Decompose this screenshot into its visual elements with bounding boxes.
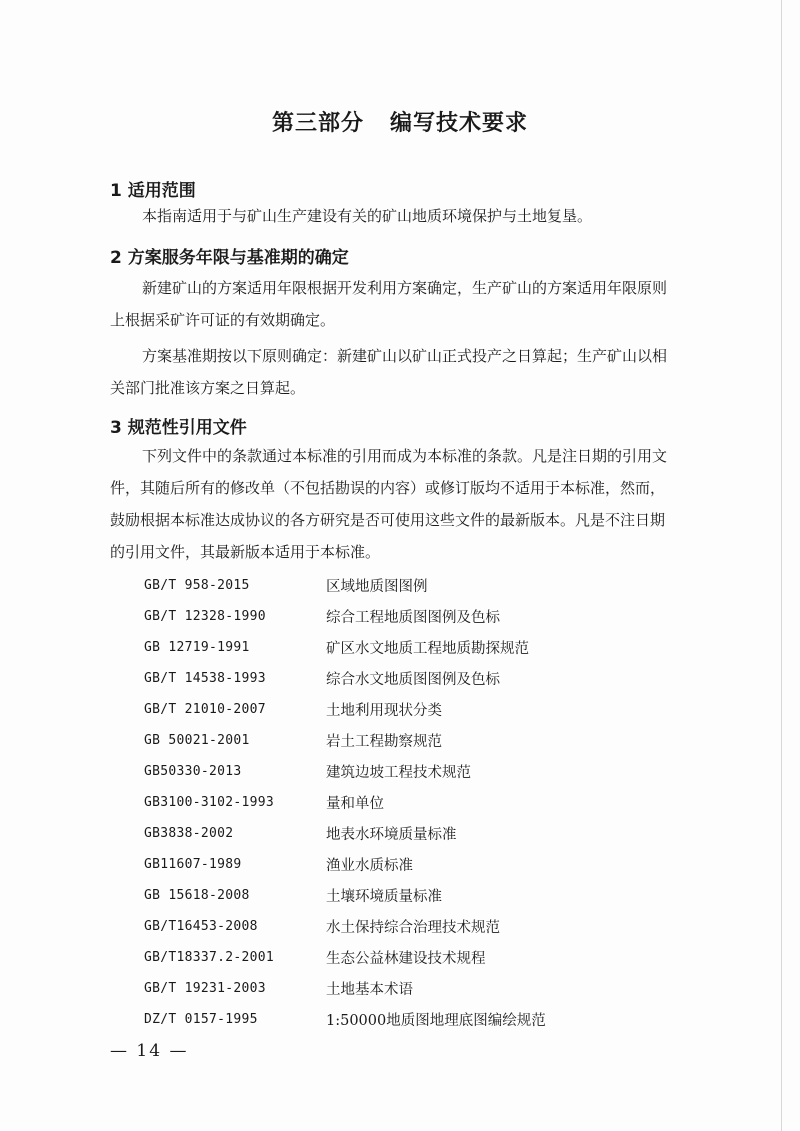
reference-code: GB/T 12328-1990 xyxy=(144,609,266,624)
reference-code: GB/T18337.2-2001 xyxy=(144,950,275,965)
reference-row xyxy=(144,973,664,1004)
section-1-heading: 1 适用范围 xyxy=(110,181,196,201)
reference-title: 土壤环境质量标准 xyxy=(326,889,442,905)
reference-row xyxy=(144,849,664,880)
reference-code: GB/T 19231-2003 xyxy=(144,981,266,996)
reference-title: 水土保持综合治理技术规范 xyxy=(326,920,500,936)
section-3-heading: 3 规范性引用文件 xyxy=(110,418,247,438)
reference-title: 综合工程地质图图例及色标 xyxy=(326,610,500,626)
page-edge-line xyxy=(781,0,782,1131)
reference-code: GB/T16453-2008 xyxy=(144,919,258,934)
reference-title: 岩土工程勘察规范 xyxy=(326,734,442,750)
reference-code: GB11607-1989 xyxy=(144,857,242,872)
reference-code: GB 50021-2001 xyxy=(144,733,250,748)
reference-row xyxy=(144,756,664,787)
reference-code: GB3100-3102-1993 xyxy=(144,795,275,810)
reference-code: GB3838-2002 xyxy=(144,826,234,841)
reference-code: DZ/T 0157-1995 xyxy=(144,1012,258,1027)
section-1-paragraph: 本指南适用于与矿山生产建设有关的矿山地质环境保护与土地复垦。 xyxy=(142,207,593,225)
section-2-heading: 2 方案服务年限与基准期的确定 xyxy=(110,248,349,268)
reference-code: GB 12719-1991 xyxy=(144,640,250,655)
reference-code: GB50330-2013 xyxy=(144,764,242,779)
section-3-paragraph: 下列文件中的条款通过本标准的引用而成为本标准的条款。凡是注日期的引用文件，其随后所有的修改单（不包括勘误的内容）或修订版均不适用于本标准，然而，鼓励根据本标准达成协议的各方研究是否可使用这些文件的最新版本。凡是不注日期的引用文件，其最新版本适用于本标准。 xyxy=(110,447,668,561)
reference-row xyxy=(144,570,664,601)
reference-row xyxy=(144,818,664,849)
reference-row xyxy=(144,880,664,911)
reference-row xyxy=(144,663,664,694)
reference-code: GB/T 21010-2007 xyxy=(144,702,266,717)
reference-title: 1:50000地质图地理底图编绘规范 xyxy=(326,1013,546,1029)
reference-list xyxy=(144,570,664,1035)
reference-row xyxy=(144,694,664,725)
reference-row xyxy=(144,601,664,632)
reference-row xyxy=(144,1004,664,1035)
reference-row xyxy=(144,911,664,942)
section-2-paragraph-1: 新建矿山的方案适用年限根据开发利用方案确定，生产矿山的方案适用年限原则上根据采矿许可证的有效期确定。 xyxy=(110,279,668,329)
reference-code: GB/T 14538-1993 xyxy=(144,671,266,686)
reference-title: 量和单位 xyxy=(326,796,384,812)
reference-code: GB 15618-2008 xyxy=(144,888,250,903)
page-title: 第三部分 编写技术要求 xyxy=(272,111,528,136)
reference-title: 渔业水质标准 xyxy=(326,858,413,874)
reference-title: 土地利用现状分类 xyxy=(326,703,442,719)
reference-title: 建筑边坡工程技术规范 xyxy=(326,765,471,781)
page-number: — 14 — xyxy=(110,1041,189,1061)
reference-title: 区域地质图图例 xyxy=(326,579,428,595)
reference-title: 综合水文地质图图例及色标 xyxy=(326,672,500,688)
reference-title: 矿区水文地质工程地质勘探规范 xyxy=(326,641,529,657)
reference-title: 土地基本术语 xyxy=(326,982,413,998)
reference-title: 生态公益林建设技术规程 xyxy=(326,951,486,967)
reference-code: GB/T 958-2015 xyxy=(144,578,250,593)
reference-row xyxy=(144,725,664,756)
reference-row xyxy=(144,787,664,818)
section-2-paragraph-2: 方案基准期按以下原则确定：新建矿山以矿山正式投产之日算起；生产矿山以相关部门批准该方案之日算起。 xyxy=(110,347,668,397)
reference-row xyxy=(144,632,664,663)
reference-title: 地表水环境质量标准 xyxy=(326,827,457,843)
reference-row xyxy=(144,942,664,973)
